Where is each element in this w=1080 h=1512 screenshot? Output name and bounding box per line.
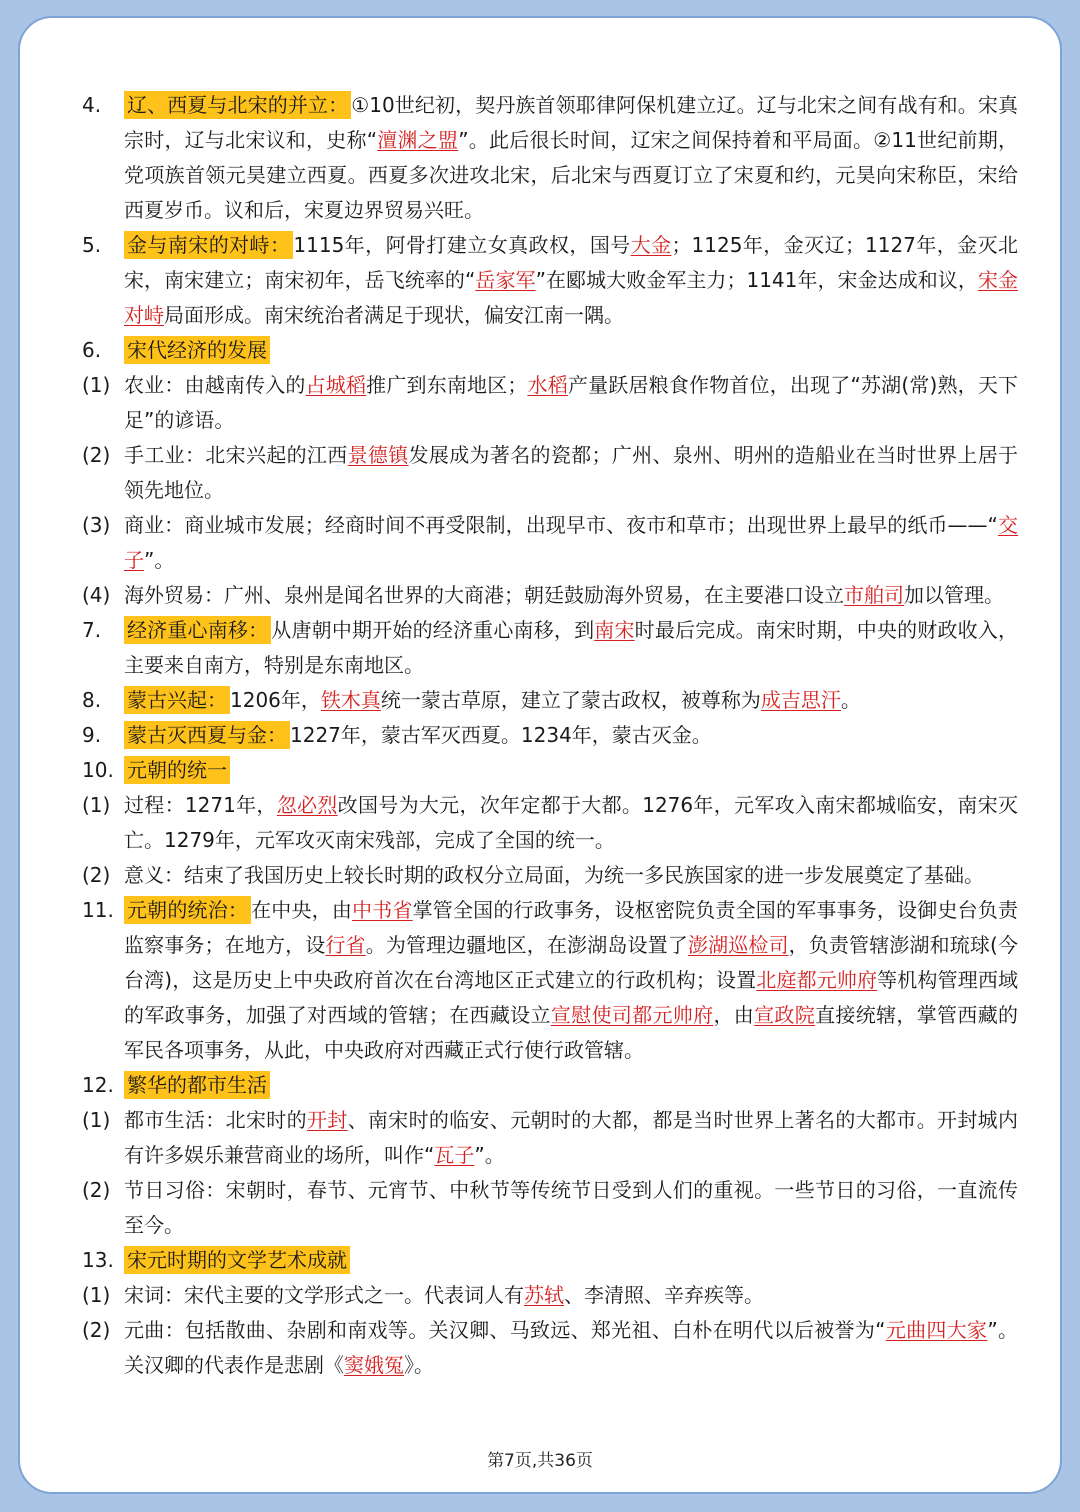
item-number: 6.: [82, 338, 102, 362]
key-term: 占城稻: [305, 373, 367, 397]
body-text: 1227年，蒙古军灭西夏。1234年，蒙古灭金。: [290, 723, 712, 747]
item-number: (2): [82, 443, 111, 467]
body-text: 商业：商业城市发展；经商时间不再受限制，出现早市、夜市和草市；出现世界上最早的纸币——“: [124, 513, 998, 537]
item-number: 12.: [82, 1073, 114, 1097]
body-text: 加以管理。: [904, 583, 1004, 607]
list-item: [82, 438, 1018, 508]
body-text: 推广到东南地区；: [366, 373, 528, 397]
body-text: 统一蒙古草原，建立了蒙古政权，被尊称为: [380, 688, 761, 712]
list-item: [82, 578, 1018, 613]
list-item: [82, 858, 1018, 893]
body-text: 。为管理边疆地区，在澎湖岛设置了: [365, 933, 688, 957]
body-text: ”。此后很长时间，辽宋之间保持着和平局面。②11世纪前期，党项族首领元昊建立西夏。西夏多次进攻北宋，后北宋与西夏订立了宋夏和约，元昊向宋称臣，宋给西夏岁币。议和后，宋夏边界贸易兴旺。: [124, 128, 1018, 222]
list-item: [82, 368, 1018, 438]
list-item: [82, 228, 1018, 333]
item-number: (1): [82, 793, 111, 817]
item-number: (4): [82, 583, 111, 607]
body-text: ”。: [474, 1143, 505, 1167]
list-item: [82, 1243, 1018, 1278]
body-text: 1115年，阿骨打建立女真政权，国号: [293, 233, 631, 257]
key-term: 交子: [124, 513, 1018, 572]
body-text: 发展成为著名的瓷都；广州、泉州、明州的造船业在当时世界上居于领先地位。: [124, 443, 1019, 502]
body-text: 都市生活：北宋时的: [124, 1108, 307, 1132]
key-term: 成吉思汗: [760, 688, 841, 712]
key-term: 中书省: [352, 898, 413, 922]
body-text: ；1125年，金灭辽；1127年，金灭北宋，南宋建立；南宋初年，岳飞统率的“: [124, 233, 1019, 292]
key-term: 宋金对峙: [124, 268, 1019, 327]
body-text: 、李清照、辛弃疾等。: [564, 1283, 764, 1307]
item-number: (1): [82, 1283, 111, 1307]
highlighted-heading: 蒙古兴起：: [124, 686, 230, 714]
body-text: 过程：1271年，: [124, 793, 277, 817]
body-text: 时最后完成。南宋时期，中央的财政收入，主要来自南方，特别是东南地区。: [124, 618, 1019, 677]
item-number: 7.: [82, 618, 102, 642]
body-text: 意义：结束了我国历史上较长时期的政权分立局面，为统一多民族国家的进一步发展奠定了基础。: [124, 863, 984, 887]
key-term: 南宋: [594, 618, 635, 642]
highlighted-heading: 宋元时期的文学艺术成就: [124, 1246, 350, 1274]
body-text: 1206年，: [230, 688, 321, 712]
body-text: 、南宋时的临安、元朝时的大都，都是当时世界上著名的大都市。开封城内有许多娱乐兼营商业的场所，叫作“: [124, 1108, 1019, 1167]
key-term: 水稻: [527, 373, 568, 397]
list-item: [82, 683, 1018, 718]
notes-content: [82, 88, 1018, 1383]
highlighted-heading: 元朝的统一: [124, 756, 230, 784]
item-number: (2): [82, 863, 111, 887]
list-item: [82, 1313, 1018, 1383]
page-number: 第7页,共36页: [487, 1451, 593, 1471]
list-item: [82, 613, 1018, 683]
item-number: 13.: [82, 1248, 114, 1272]
key-term: 行省: [325, 933, 366, 957]
key-term: 苏轼: [524, 1283, 564, 1307]
body-text: 节日习俗：宋朝时，春节、元宵节、中秋节等传统节日受到人们的重视。一些节日的习俗，一直流传至今。: [124, 1178, 1018, 1237]
item-number: 9.: [82, 723, 102, 747]
body-text: 海外贸易：广州、泉州是闻名世界的大商港；朝廷鼓励海外贸易，在主要港口设立: [124, 583, 844, 607]
list-item: [82, 88, 1018, 228]
key-term: 北庭都元帅府: [756, 968, 878, 992]
body-text: 元曲：包括散曲、杂剧和南戏等。关汉卿、马致远、郑光祖、白朴在明代以后被誉为“: [124, 1318, 886, 1342]
key-term: 澶渊之盟: [377, 128, 459, 152]
list-item: [82, 788, 1018, 858]
body-text: 掌管全国的行政事务，设枢密院负责全国的军事事务，设御史台负责监察事务；在地方，设: [124, 898, 1019, 957]
key-term: 岳家军: [475, 268, 536, 292]
key-term: 元曲四大家: [885, 1318, 988, 1342]
item-number: 10.: [82, 758, 114, 782]
highlighted-heading: 繁华的都市生活: [124, 1071, 270, 1099]
key-term: 宣政院: [754, 1003, 816, 1027]
item-number: (1): [82, 373, 111, 397]
body-text: 农业：由越南传入的: [124, 373, 306, 397]
list-item: [82, 753, 1018, 788]
item-number: 11.: [82, 898, 114, 922]
key-term: 景德镇: [347, 443, 409, 467]
key-term: 瓦子: [434, 1143, 475, 1167]
list-item: [82, 718, 1018, 753]
body-text: ”。关汉卿的代表作是悲剧《: [124, 1318, 1018, 1377]
item-number: (3): [82, 513, 111, 537]
item-number: (1): [82, 1108, 111, 1132]
body-text: 直接统辖，掌管西藏的军民各项事务，从此，中央政府对西藏正式行使行政管辖。: [124, 1003, 1019, 1062]
body-text: 宋词：宋代主要的文学形式之一。代表词人有: [124, 1283, 524, 1307]
list-item: [82, 333, 1018, 368]
highlighted-heading: 蒙古灭西夏与金：: [124, 721, 290, 749]
key-term: 澎湖巡检司: [687, 933, 789, 957]
body-text: ①10世纪初，契丹族首领耶律阿保机建立辽。辽与北宋之间有战有和。宋真宗时，辽与北宋议和，史称“: [124, 93, 1018, 152]
item-number: 8.: [82, 688, 102, 712]
highlighted-heading: 元朝的统治：: [124, 896, 251, 924]
body-text: 手工业：北宋兴起的江西: [124, 443, 348, 467]
list-item: [82, 1068, 1018, 1103]
list-item: [82, 1103, 1018, 1173]
body-text: 》。: [404, 1353, 434, 1377]
highlighted-heading: 宋代经济的发展: [124, 336, 270, 364]
key-term: 窦娥冤: [344, 1353, 404, 1377]
document-page: [18, 16, 1062, 1494]
body-text: 在中央，由: [251, 898, 353, 922]
key-term: 市舶司: [844, 583, 904, 607]
key-term: 开封: [306, 1108, 348, 1132]
body-text: 从唐朝中期开始的经济重心南移，到: [271, 618, 595, 642]
body-text: ，由: [713, 1003, 755, 1027]
list-item: [82, 893, 1018, 1068]
key-term: 大金: [630, 233, 672, 257]
highlighted-heading: 金与南宋的对峙：: [124, 231, 293, 259]
body-text: 产量跃居粮食作物首位，出现了“苏湖(常)熟，天下足”的谚语。: [124, 373, 1019, 432]
highlighted-heading: 经济重心南移：: [124, 616, 271, 644]
list-item: [82, 1173, 1018, 1243]
body-text: 局面形成。南宋统治者满足于现状，偏安江南一隅。: [164, 303, 624, 327]
body-text: 等机构管理西域的军政事务，加强了对西域的管辖；在西藏设立: [124, 968, 1018, 1027]
body-text: ，负责管辖澎湖和琉球(今台湾)，这是历史上中央政府首次在台湾地区正式建立的行政机构；设置: [124, 933, 1018, 992]
item-number: (2): [82, 1318, 111, 1342]
item-number: 5.: [82, 233, 102, 257]
list-item: [82, 1278, 1018, 1313]
key-term: 铁木真: [320, 688, 381, 712]
item-number: (2): [82, 1178, 111, 1202]
item-number: 4.: [82, 93, 102, 117]
body-text: ”。: [144, 548, 175, 572]
key-term: 忽必烈: [276, 793, 338, 817]
highlighted-heading: 辽、西夏与北宋的并立：: [124, 91, 351, 119]
body-text: 改国号为大元，次年定都于大都。1276年，元军攻入南宋都城临安，南宋灭亡。1279年，元军攻灭南宋残部，完成了全国的统一。: [124, 793, 1018, 852]
list-item: [82, 508, 1018, 578]
key-term: 宣慰使司都元帅府: [550, 1003, 714, 1027]
body-text: 。: [840, 688, 861, 712]
body-text: ”在郾城大败金军主力；1141年，宋金达成和议，: [535, 268, 978, 292]
